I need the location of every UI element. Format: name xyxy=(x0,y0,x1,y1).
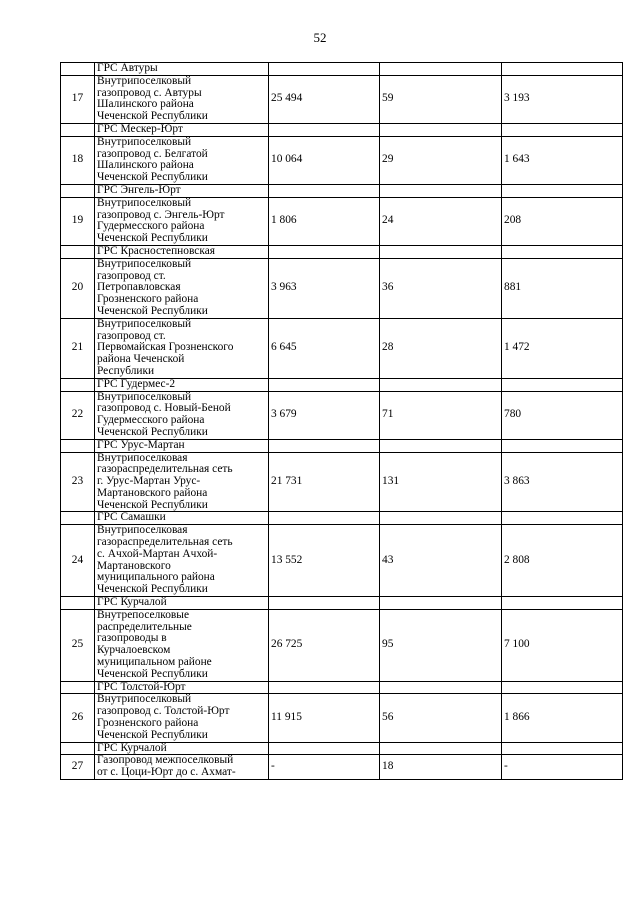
row-number: 21 xyxy=(61,318,95,378)
empty-cell xyxy=(269,378,380,391)
grs-header-row xyxy=(61,681,623,694)
grs-header-row xyxy=(61,245,623,258)
pipeline-name: Внутрипоселковый газопровод с. Автуры Шалинского района Чеченской Республики xyxy=(95,75,269,123)
grs-header-row xyxy=(61,123,623,136)
value-column-1: 26 725 xyxy=(269,609,380,681)
row-number: 26 xyxy=(61,694,95,742)
empty-cell xyxy=(269,742,380,755)
empty-cell xyxy=(502,184,623,197)
table-row xyxy=(61,609,623,681)
empty-cell xyxy=(269,439,380,452)
value-column-1: 1 806 xyxy=(269,197,380,245)
value-column-2: 28 xyxy=(380,318,502,378)
row-number: 25 xyxy=(61,609,95,681)
table-body xyxy=(61,63,623,780)
grs-station-label: ГРС Курчалой xyxy=(95,597,269,610)
value-column-2: 95 xyxy=(380,609,502,681)
grs-station-label: ГРС Гудермес-2 xyxy=(95,378,269,391)
empty-cell xyxy=(61,742,95,755)
grs-station-label: ГРС Самашки xyxy=(95,512,269,525)
empty-cell xyxy=(380,378,502,391)
row-number: 22 xyxy=(61,391,95,439)
value-column-1: - xyxy=(269,755,380,780)
grs-header-row xyxy=(61,597,623,610)
empty-cell xyxy=(380,63,502,76)
value-column-2: 18 xyxy=(380,755,502,780)
value-column-2: 29 xyxy=(380,136,502,184)
value-column-1: 21 731 xyxy=(269,452,380,512)
value-column-2: 24 xyxy=(380,197,502,245)
value-column-3: 208 xyxy=(502,197,623,245)
value-column-1: 10 064 xyxy=(269,136,380,184)
value-column-2: 59 xyxy=(380,75,502,123)
value-column-1: 3 679 xyxy=(269,391,380,439)
row-number: 24 xyxy=(61,525,95,597)
empty-cell xyxy=(269,63,380,76)
empty-cell xyxy=(502,742,623,755)
empty-cell xyxy=(269,184,380,197)
pipeline-name: Газопровод межпоселковый от с. Цоци-Юрт до с. Ахмат- xyxy=(95,755,269,780)
empty-cell xyxy=(61,184,95,197)
empty-cell xyxy=(61,378,95,391)
empty-cell xyxy=(61,123,95,136)
table-row xyxy=(61,197,623,245)
grs-header-row xyxy=(61,184,623,197)
empty-cell xyxy=(502,245,623,258)
table-row xyxy=(61,75,623,123)
grs-header-row xyxy=(61,63,623,76)
value-column-3: 1 643 xyxy=(502,136,623,184)
empty-cell xyxy=(61,63,95,76)
value-column-3: - xyxy=(502,755,623,780)
pipeline-name: Внутрипоселковый газопровод с. Толстой-Юрт Грозненского района Чеченской Республики xyxy=(95,694,269,742)
value-column-3: 780 xyxy=(502,391,623,439)
empty-cell xyxy=(269,681,380,694)
grs-station-label: ГРС Курчалой xyxy=(95,742,269,755)
value-column-3: 2 808 xyxy=(502,525,623,597)
empty-cell xyxy=(61,512,95,525)
grs-header-row xyxy=(61,378,623,391)
table-row xyxy=(61,318,623,378)
empty-cell xyxy=(269,123,380,136)
grs-header-row xyxy=(61,439,623,452)
empty-cell xyxy=(269,597,380,610)
empty-cell xyxy=(380,245,502,258)
empty-cell xyxy=(502,378,623,391)
empty-cell xyxy=(380,123,502,136)
row-number: 20 xyxy=(61,258,95,318)
value-column-1: 3 963 xyxy=(269,258,380,318)
row-number: 17 xyxy=(61,75,95,123)
value-column-1: 13 552 xyxy=(269,525,380,597)
table-row xyxy=(61,136,623,184)
value-column-3: 1 866 xyxy=(502,694,623,742)
empty-cell xyxy=(502,123,623,136)
table-row xyxy=(61,755,623,780)
grs-station-label: ГРС Урус-Мартан xyxy=(95,439,269,452)
grs-station-label: ГРС Энгель-Юрт xyxy=(95,184,269,197)
pipeline-name: Внутрепоселковые распределительные газопроводы в Курчалоевском муниципальном районе Чеченской Республики xyxy=(95,609,269,681)
empty-cell xyxy=(380,439,502,452)
pipeline-name: Внутрипоселковый газопровод ст. Первомайская Грозненского района Чеченской Республики xyxy=(95,318,269,378)
empty-cell xyxy=(380,184,502,197)
table-row xyxy=(61,452,623,512)
empty-cell xyxy=(502,512,623,525)
empty-cell xyxy=(502,681,623,694)
empty-cell xyxy=(269,245,380,258)
row-number: 23 xyxy=(61,452,95,512)
empty-cell xyxy=(61,245,95,258)
empty-cell xyxy=(380,597,502,610)
row-number: 27 xyxy=(61,755,95,780)
empty-cell xyxy=(380,681,502,694)
grs-station-label: ГРС Мескер-Юрт xyxy=(95,123,269,136)
value-column-2: 131 xyxy=(380,452,502,512)
empty-cell xyxy=(61,597,95,610)
page-number: 52 xyxy=(313,30,327,45)
pipeline-name: Внутрипоселковый газопровод ст. Петропавловская Грозненского района Чеченской Республики xyxy=(95,258,269,318)
grs-header-row xyxy=(61,742,623,755)
value-column-2: 56 xyxy=(380,694,502,742)
pipeline-name: Внутрипоселковая газораспределительная сеть г. Урус-Мартан Урус- Мартановского района Чеченской Республики xyxy=(95,452,269,512)
value-column-3: 881 xyxy=(502,258,623,318)
grs-header-row xyxy=(61,512,623,525)
pipeline-table xyxy=(60,62,623,780)
value-column-3: 3 863 xyxy=(502,452,623,512)
table-row xyxy=(61,525,623,597)
value-column-3: 3 193 xyxy=(502,75,623,123)
empty-cell xyxy=(380,512,502,525)
value-column-3: 7 100 xyxy=(502,609,623,681)
value-column-1: 6 645 xyxy=(269,318,380,378)
value-column-3: 1 472 xyxy=(502,318,623,378)
table-row xyxy=(61,694,623,742)
pipeline-name: Внутрипоселковый газопровод с. Энгель-Юрт Гудермесского района Чеченской Республики xyxy=(95,197,269,245)
pipeline-name: Внутрипоселковая газораспределительная сеть с. Ачхой-Мартан Ачхой- Мартановского муниципального района Чеченской Республики xyxy=(95,525,269,597)
empty-cell xyxy=(61,439,95,452)
row-number: 18 xyxy=(61,136,95,184)
pipeline-name: Внутрипоселковый газопровод с. Белгатой Шалинского района Чеченской Республики xyxy=(95,136,269,184)
value-column-2: 71 xyxy=(380,391,502,439)
empty-cell xyxy=(380,742,502,755)
value-column-2: 43 xyxy=(380,525,502,597)
empty-cell xyxy=(502,597,623,610)
empty-cell xyxy=(61,681,95,694)
value-column-2: 36 xyxy=(380,258,502,318)
empty-cell xyxy=(502,439,623,452)
grs-station-label: ГРС Красностепновская xyxy=(95,245,269,258)
table-row xyxy=(61,258,623,318)
table-row xyxy=(61,391,623,439)
empty-cell xyxy=(269,512,380,525)
value-column-1: 25 494 xyxy=(269,75,380,123)
grs-station-label: ГРС Толстой-Юрт xyxy=(95,681,269,694)
value-column-1: 11 915 xyxy=(269,694,380,742)
row-number: 19 xyxy=(61,197,95,245)
empty-cell xyxy=(502,63,623,76)
grs-station-label: ГРС Автуры xyxy=(95,63,269,76)
pipeline-name: Внутрипоселковый газопровод с. Новый-Беной Гудермесского района Чеченской Республики xyxy=(95,391,269,439)
